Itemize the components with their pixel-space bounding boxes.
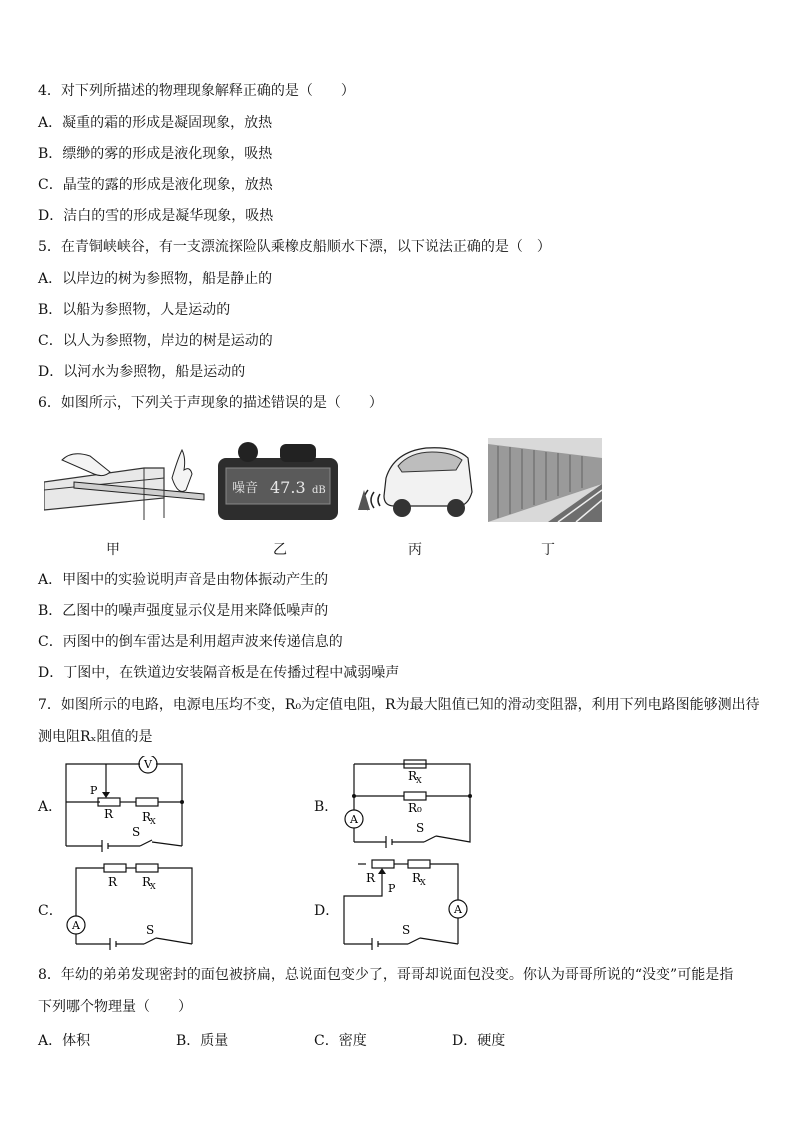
q5-stem: 5．在青铜峡峡谷，有一支漂流探险队乘橡皮船顺水下漂，以下说法正确的是（ ） xyxy=(38,239,551,255)
q4-stem: 4．对下列所描述的物理现象解释正确的是（ ） xyxy=(38,83,355,99)
q4-option-b: B．缥缈的雾的形成是液化现象，吸热 xyxy=(38,146,273,162)
q6-option-d: D．丁图中，在铁道边安装隔音板是在传播过程中减弱噪声 xyxy=(38,665,400,681)
d-resistor-label-rx: R xyxy=(412,871,422,885)
q7-option-letter-a: A． xyxy=(38,799,63,815)
circuit-b xyxy=(336,756,476,852)
switch-label-s: S xyxy=(132,825,141,839)
resistor-label-rx-sub: X xyxy=(150,817,156,826)
c-rheostat-label-r: R xyxy=(108,875,118,889)
c-switch-label-s: S xyxy=(146,923,155,937)
meter-label-text: 噪音 xyxy=(232,481,259,496)
rheostat-label-r: R xyxy=(104,807,114,821)
b-resistor-label-r0: R₀ xyxy=(408,801,422,815)
d-ammeter-label: A xyxy=(454,903,462,916)
figure-label-yi: 乙 xyxy=(273,542,287,558)
q5-option-c: C．以人为参照物，岸边的树是运动的 xyxy=(38,333,273,349)
d-switch-label-s: S xyxy=(402,923,411,937)
figure-label-jia: 甲 xyxy=(106,542,120,558)
d-resistor-label-rx-sub: X xyxy=(420,878,426,887)
figure-yi-noise-meter xyxy=(218,438,338,522)
figure-jia-ruler xyxy=(44,438,208,522)
circuit-c xyxy=(60,860,200,950)
q8-stem-line2: 下列哪个物理量（ ） xyxy=(38,999,192,1015)
c-resistor-label-rx: R xyxy=(142,875,152,889)
q8-option-c: C．密度 xyxy=(314,1033,367,1049)
q5-option-a: A．以岸边的树为参照物，船是静止的 xyxy=(38,271,273,287)
figure-label-ding: 丁 xyxy=(541,542,555,558)
q7-option-letter-c: C． xyxy=(38,903,63,919)
q4-option-a: A．凝重的霜的形成是凝固现象，放热 xyxy=(38,115,273,131)
q7-option-letter-b: B． xyxy=(314,799,339,815)
figure-label-bing: 丙 xyxy=(408,542,422,558)
q4-option-d: D．洁白的雪的形成是凝华现象，吸热 xyxy=(38,208,274,224)
q6-option-b: B．乙图中的噪声强度显示仪是用来降低噪声的 xyxy=(38,603,329,619)
circuit-a xyxy=(60,756,190,852)
meter-reading: 47.3 xyxy=(270,478,306,497)
c-ammeter-label: A xyxy=(72,919,80,932)
q8-option-b: B．质量 xyxy=(176,1033,229,1049)
d-rheostat-label-r: R xyxy=(366,871,376,885)
figure-ding-noise-barrier xyxy=(488,438,602,522)
q7-option-letter-d: D． xyxy=(314,903,340,919)
voltmeter-label: V xyxy=(144,758,152,771)
b-ammeter-label: A xyxy=(350,813,358,826)
b-resistor-label-rx: R xyxy=(408,769,418,783)
b-switch-label-s: S xyxy=(416,821,425,835)
q5-option-d: D．以河水为参照物，船是运动的 xyxy=(38,364,246,380)
q5-option-b: B．以船为参照物，人是运动的 xyxy=(38,302,231,318)
d-slider-label-p: P xyxy=(388,882,396,895)
q8-stem-line1: 8．年幼的弟弟发现密封的面包被挤扁，总说面包变少了，哥哥却说面包没变。你认为哥哥所说的“没变”可能是指 xyxy=(38,967,734,983)
resistor-label-rx: R xyxy=(142,810,152,824)
b-resistor-label-rx-sub: X xyxy=(416,776,422,785)
q8-option-a: A．体积 xyxy=(38,1033,91,1049)
circuit-d xyxy=(336,856,472,950)
c-resistor-label-rx-sub: X xyxy=(150,882,156,891)
q4-option-c: C．晶莹的露的形成是液化现象，放热 xyxy=(38,177,273,193)
slider-label-p: P xyxy=(90,784,98,797)
q8-option-d: D．硬度 xyxy=(452,1033,506,1049)
q6-stem: 6．如图所示，下列关于声现象的描述错误的是（ ） xyxy=(38,395,383,411)
q7-stem-line1: 7．如图所示的电路，电源电压均不变，R₀为定值电阻，R为最大阻值已知的滑动变阻器，利用下列电路图能够测出待 xyxy=(38,697,760,713)
q6-option-c: C．丙图中的倒车雷达是利用超声波来传递信息的 xyxy=(38,634,343,650)
meter-unit: dB xyxy=(312,485,326,496)
figure-bing-reversing-car xyxy=(352,438,476,522)
q6-option-a: A．甲图中的实验说明声音是由物体振动产生的 xyxy=(38,572,329,588)
q7-stem-line2: 测电阻Rₓ阻值的是 xyxy=(38,729,153,745)
